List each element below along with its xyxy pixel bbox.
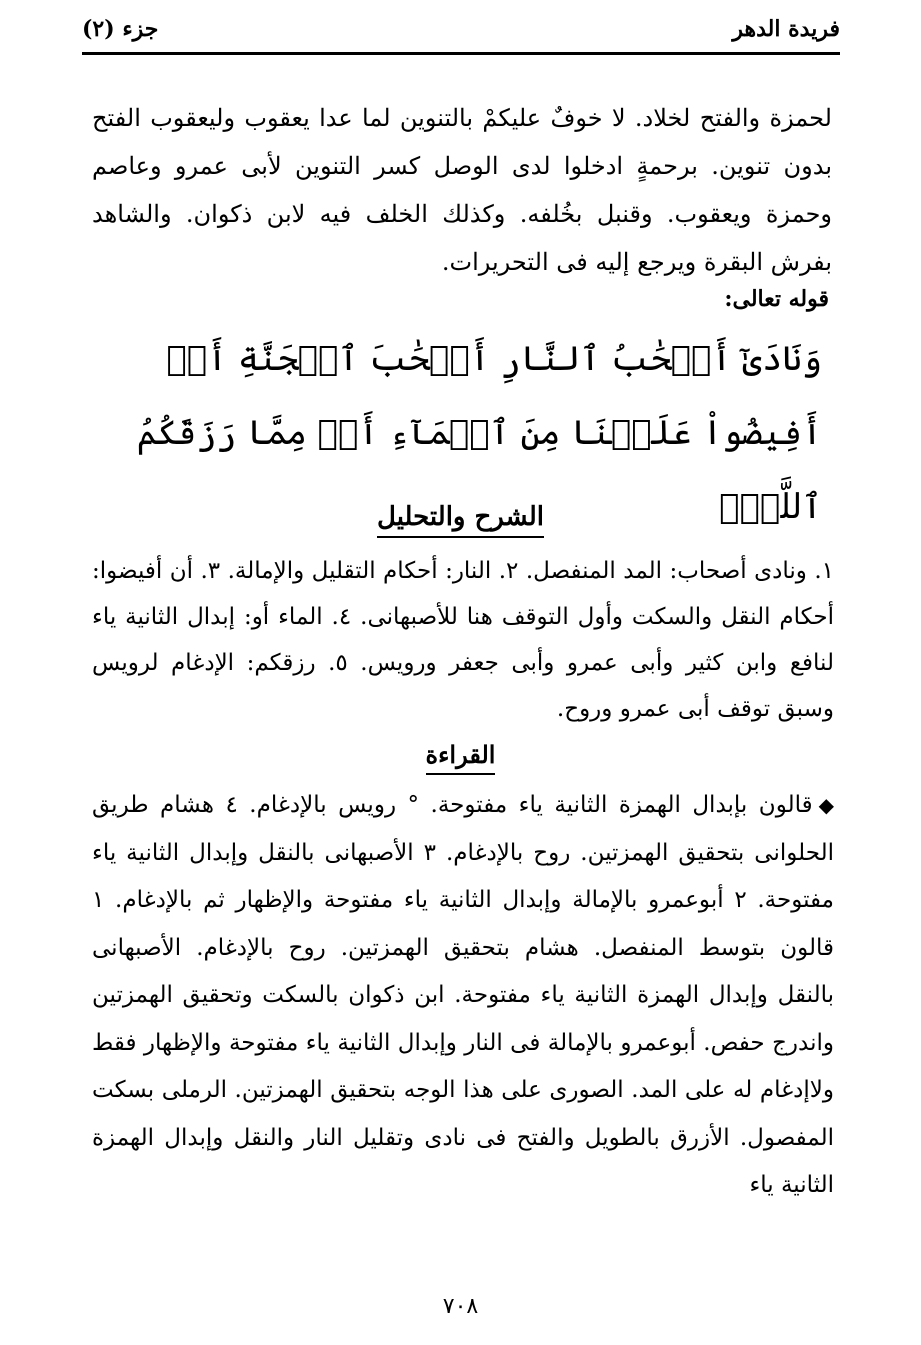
header-rule	[82, 52, 840, 55]
quran-verse: وَنَادَىٰٓ أَصۡحَٰبُ ٱلنَّارِ أَصۡحَٰبَ ٱلۡجَنَّةِ أَنۡ أَفِيضُواْ عَلَيۡنَا مِنَ ٱلۡمَآءِ أَوۡ مِمَّا رَزَقَكُمُ ٱللَّهُۚ	[136, 339, 822, 527]
section-title-reading	[0, 740, 921, 769]
verse-label: قوله تعالى:	[724, 286, 829, 312]
running-header	[82, 10, 840, 50]
diamond-bullet-icon: ◆	[818, 793, 834, 817]
analysis-item: ١. ونادى أصحاب: المد المنفصل.	[518, 558, 834, 584]
section-title-reading-text: القراءة	[426, 740, 496, 775]
section-title-analysis-text: الشرح والتحليل	[377, 502, 544, 538]
analysis-list	[92, 548, 834, 732]
analysis-item: ٣. أن أفيضوا: أحكام النقل والسكت وأول التوقف هنا للأصبهانى.	[92, 558, 834, 630]
page-number: ٧٠٨	[442, 1294, 479, 1319]
section-title-analysis	[0, 502, 921, 532]
analysis-item: ٢. النار: أحكام التقليل والإمالة.	[220, 558, 519, 584]
book-title: فريدة الدهر	[732, 16, 840, 42]
analysis-item: ٥. رزقكم: الإدغام لرويس وسبق توقف أبى عمرو وروح.	[92, 650, 834, 722]
intro-paragraph: لحمزة والفتح لخلاد. لا خوفٌ عليكمْ بالتنوين لما عدا يعقوب وليعقوب الفتح بدون تنوين. برحمةٍ ادخلوا لدى الوصل كسر التنوين لأبى عمرو وعاصم وحمزة ويعقوب. وقنبل بخُلفه. وكذلك الخلف فيه لابن ذكوان. والشاهد بفرش البقرة ويرجع إليه فى التحريرات.	[92, 104, 832, 276]
analysis-item: ٤. الماء أو: إبدال الثانية ياء لنافع وابن كثير وأبى عمرو وأبى جعفر ورويس.	[92, 604, 835, 676]
part-number: جزء (٢)	[82, 16, 159, 42]
reading-paragraph	[92, 782, 834, 1210]
reading-text: قالون بإبدال الهمزة الثانية ياء مفتوحة. ° رويس بالإدغام. ٤ هشام طريق الحلوانى بتحقيق الهمزتين. روح بالإدغام. ٣ الأصبهانى بالنقل وإبدال الثانية ياء مفتوحة. ٢ أبوعمرو بالإمالة وإبدال الثانية ياء مفتوحة والإظهار ثم بالإدغام. ١ قالون بتوسط المنفصل. هشام بتحقيق الهمزتين. روح بالإدغام. الأصبهانى بالنقل وإبدال الهمزة الثانية ياء مفتوحة. ابن ذكوان بالسكت وتحقيق الهمزتين واندرج حفص. أبوعمرو بالإمالة فى النار وإبدال الثانية ياء مفتوحة والإظهار فقط ولاإدغام له على المد. الصورى على هذا الوجه بتحقيق الهمزتين. الرملى بسكت المفصول. الأزرق بالطويل والفتح فى نادى وتقليل النار والنقل وإبدال الهمزة الثانية ياء	[92, 792, 835, 1198]
